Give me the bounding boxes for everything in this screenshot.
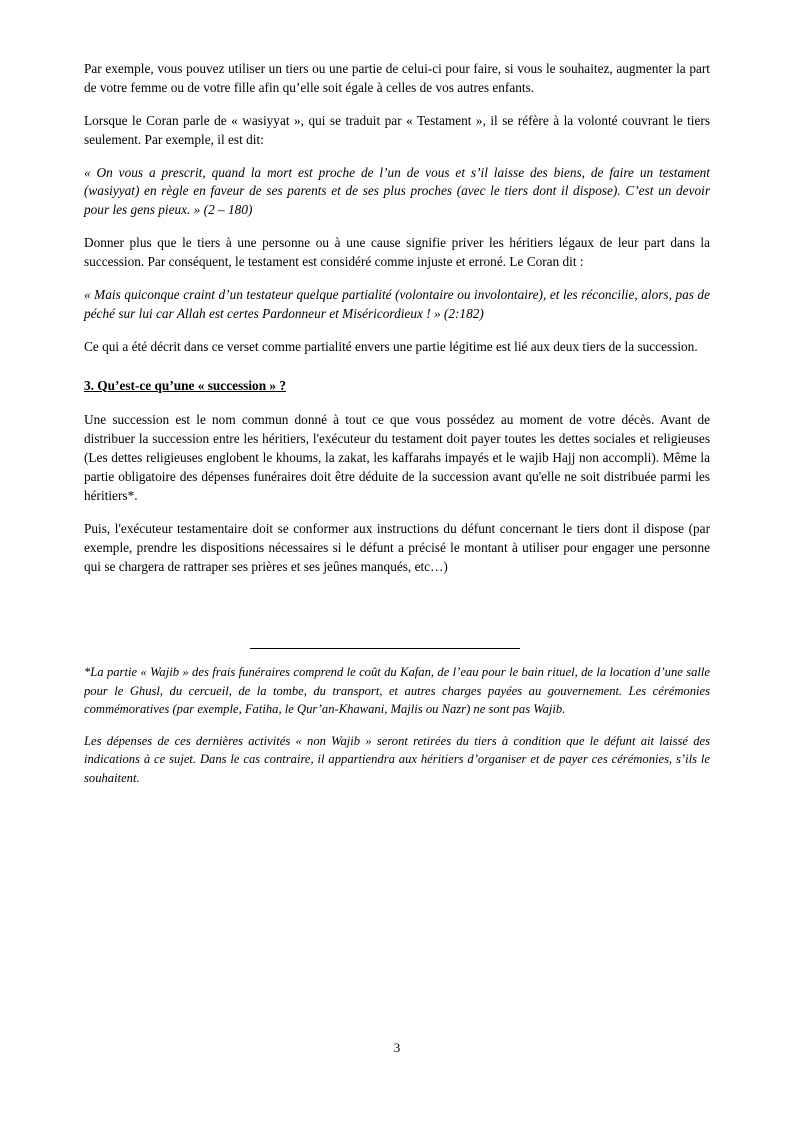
paragraph-5: Une succession est le nom commun donné à tout ce que vous possédez au moment de votre décès. Avant de distribuer la succession entre les héritiers, l'exécuteur du testament doit payer toutes les dettes sociales et religieuses (Les dettes religieuses englobent le khoums, la zakat, les kaffarahs impayés et le wajib Hajj non accompli). Même la partie obligatoire des dépenses funéraires doit être déduite de la succession avant qu'elle ne soit distribuée parmi les héritiers*.: [84, 412, 710, 503]
vertical-spacer: [84, 590, 710, 648]
page-number: 3: [393, 1040, 401, 1055]
document-body: [84, 60, 710, 787]
paragraph-6: Puis, l'exécuteur testamentaire doit se conformer aux instructions du défunt concernant le tiers dont il dispose (par exemple, prendre les dispositions nécessaires si le défunt a précisé le montant à utiliser pour engager une personne qui se chargera de rattraper ses prières et ses jeûnes manqués, etc…): [84, 520, 710, 574]
footnote-separator: [250, 648, 520, 649]
section-heading-succession: 3. Qu’est-ce qu’une « succession » ?: [84, 377, 287, 393]
paragraph-3: Donner plus que le tiers à une personne ou à une cause signifie priver les héritiers légaux de leur part dans la succession. Par conséquent, le testament est considéré comme injuste et erroné. Le Coran dit :: [84, 235, 710, 269]
quran-quote-1: « On vous a prescrit, quand la mort est proche de l’un de vous et s’il laisse des biens, de faire un testament (wasiyyat) en règle en faveur de ses parents et de ses plus proches (avec le tiers dont il dispose). C’est un devoir pour les gens pieux. » (2 – 180): [84, 164, 710, 218]
paragraph-1: Par exemple, vous pouvez utiliser un tiers ou une partie de celui-ci pour faire, si vous le souhaitez, augmenter la part de votre femme ou de votre fille afin qu’elle soit égale à celles de vos autres enfants.: [84, 61, 710, 95]
footnote-1: *La partie « Wajib » des frais funéraires comprend le coût du Kafan, de l’eau pour le bain rituel, de la location d’une salle pour le Ghusl, du cercueil, de la tombe, du transport, et autres charges payées au gouvernement. Les cérémonies commémoratives (par exemple, Fatiha, le Qur’an-Khawani, Majlis ou Nazr) ne sont pas Wajib.: [84, 665, 710, 716]
paragraph-2: Lorsque le Coran parle de « wasiyyat », qui se traduit par « Testament », il se réfère à la volonté couvrant le tiers seulement. Par exemple, il est dit:: [84, 112, 710, 147]
paragraph-4: Ce qui a été décrit dans ce verset comme partialité envers une partie légitime est lié aux deux tiers de la succession.: [84, 338, 698, 354]
footnote-2: Les dépenses de ces dernières activités « non Wajib » seront retirées du tiers à condition que le défunt ait laissé des indications à ce sujet. Dans le cas contraire, il appartiendra aux héritiers d’organiser et de payer ces cérémonies, s’ils le souhaitent.: [84, 734, 710, 785]
quran-quote-2: « Mais quiconque craint d’un testateur quelque partialité (volontaire ou involontaire), et les réconcilie, alors, pas de péché sur lui car Allah est certes Pardonneur et Miséricordieux ! » (2:182): [84, 286, 710, 321]
